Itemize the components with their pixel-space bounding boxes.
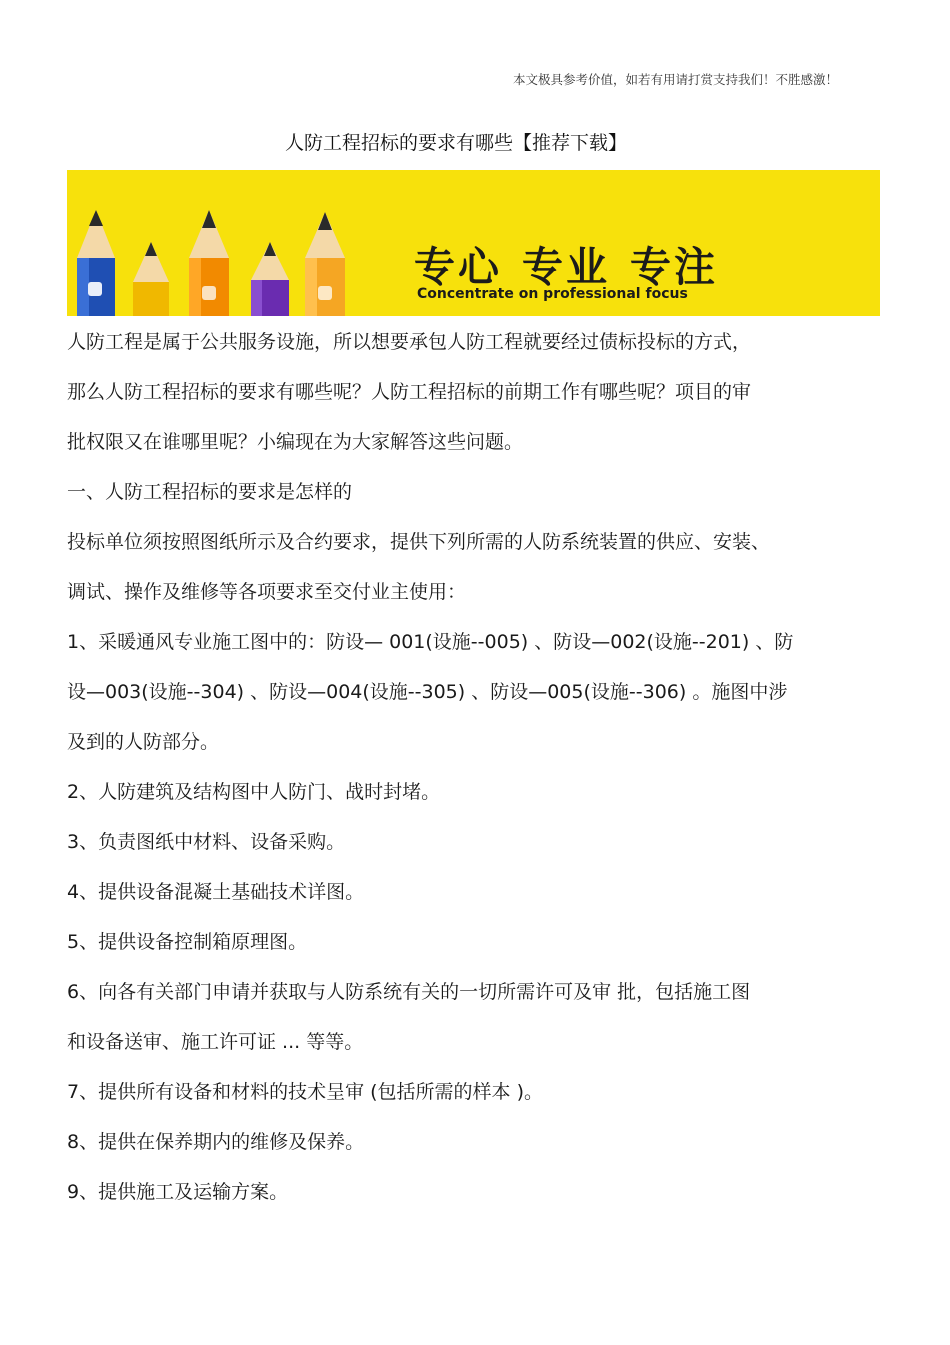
list-item: 9、提供施工及运输方案。 [67, 1181, 289, 1203]
list-item: 6、向各有关部门申请并获取与人防系统有关的一切所需许可及审 批，包括施工图 [67, 981, 751, 1003]
pencil-icon [305, 212, 345, 316]
list-item-continued: 及到的人防部分。 [67, 731, 220, 753]
body-line: 批权限又在谁哪里呢？小编现在为大家解答这些问题。 [67, 431, 524, 453]
body-line: 那么人防工程招标的要求有哪些呢？人防工程招标的前期工作有哪些呢？项目的审 [67, 381, 752, 403]
pencil-icon [251, 242, 289, 316]
list-item: 4、提供设备混凝土基础技术详图。 [67, 881, 365, 903]
banner-slogan-english: Concentrate on professional focus [417, 286, 688, 302]
pencil-icon [189, 210, 229, 316]
list-item: 1、采暖通风专业施工图中的：防设— 001(设施--005) 、防设—002(设施--201) 、防 [67, 631, 794, 653]
slogan-word: 专注 [630, 243, 718, 291]
body-line: 调试、操作及维修等各项要求至交付业主使用： [67, 581, 467, 603]
section-heading: 一、人防工程招标的要求是怎样的 [67, 481, 353, 503]
list-item: 2、人防建筑及结构图中人防门、战时封堵。 [67, 781, 441, 803]
document-title: 人防工程招标的要求有哪些【推荐下载】 [284, 132, 627, 154]
list-item: 7、提供所有设备和材料的技术呈审 (包括所需的样本 )。 [67, 1081, 543, 1103]
list-item-continued: 和设备送审、施工许可证 ... 等等。 [67, 1031, 364, 1053]
body-line: 人防工程是属于公共服务设施，所以想要承包人防工程就要经过债标投标的方式， [67, 331, 752, 353]
list-item: 5、提供设备控制箱原理图。 [67, 931, 308, 953]
body-line: 投标单位须按照图纸所示及合约要求，提供下列所需的人防系统装置的供应、安装、 [67, 531, 771, 553]
list-item-continued: 设—003(设施--304) 、防设—004(设施--305) 、防设—005(设施--306) 。施图中涉 [67, 681, 788, 703]
list-item: 8、提供在保养期内的维修及保养。 [67, 1131, 365, 1153]
top-note: 本文极具参考价值，如若有用请打赏支持我们！不胜感激！ [512, 72, 838, 87]
banner-slogan [414, 234, 738, 293]
slogan-word: 专心 [414, 243, 502, 291]
pencil-icon [77, 210, 115, 316]
pencil-icon [133, 242, 169, 316]
banner-image [67, 170, 880, 316]
list-item: 3、负责图纸中材料、设备采购。 [67, 831, 346, 853]
slogan-word: 专业 [522, 243, 610, 291]
